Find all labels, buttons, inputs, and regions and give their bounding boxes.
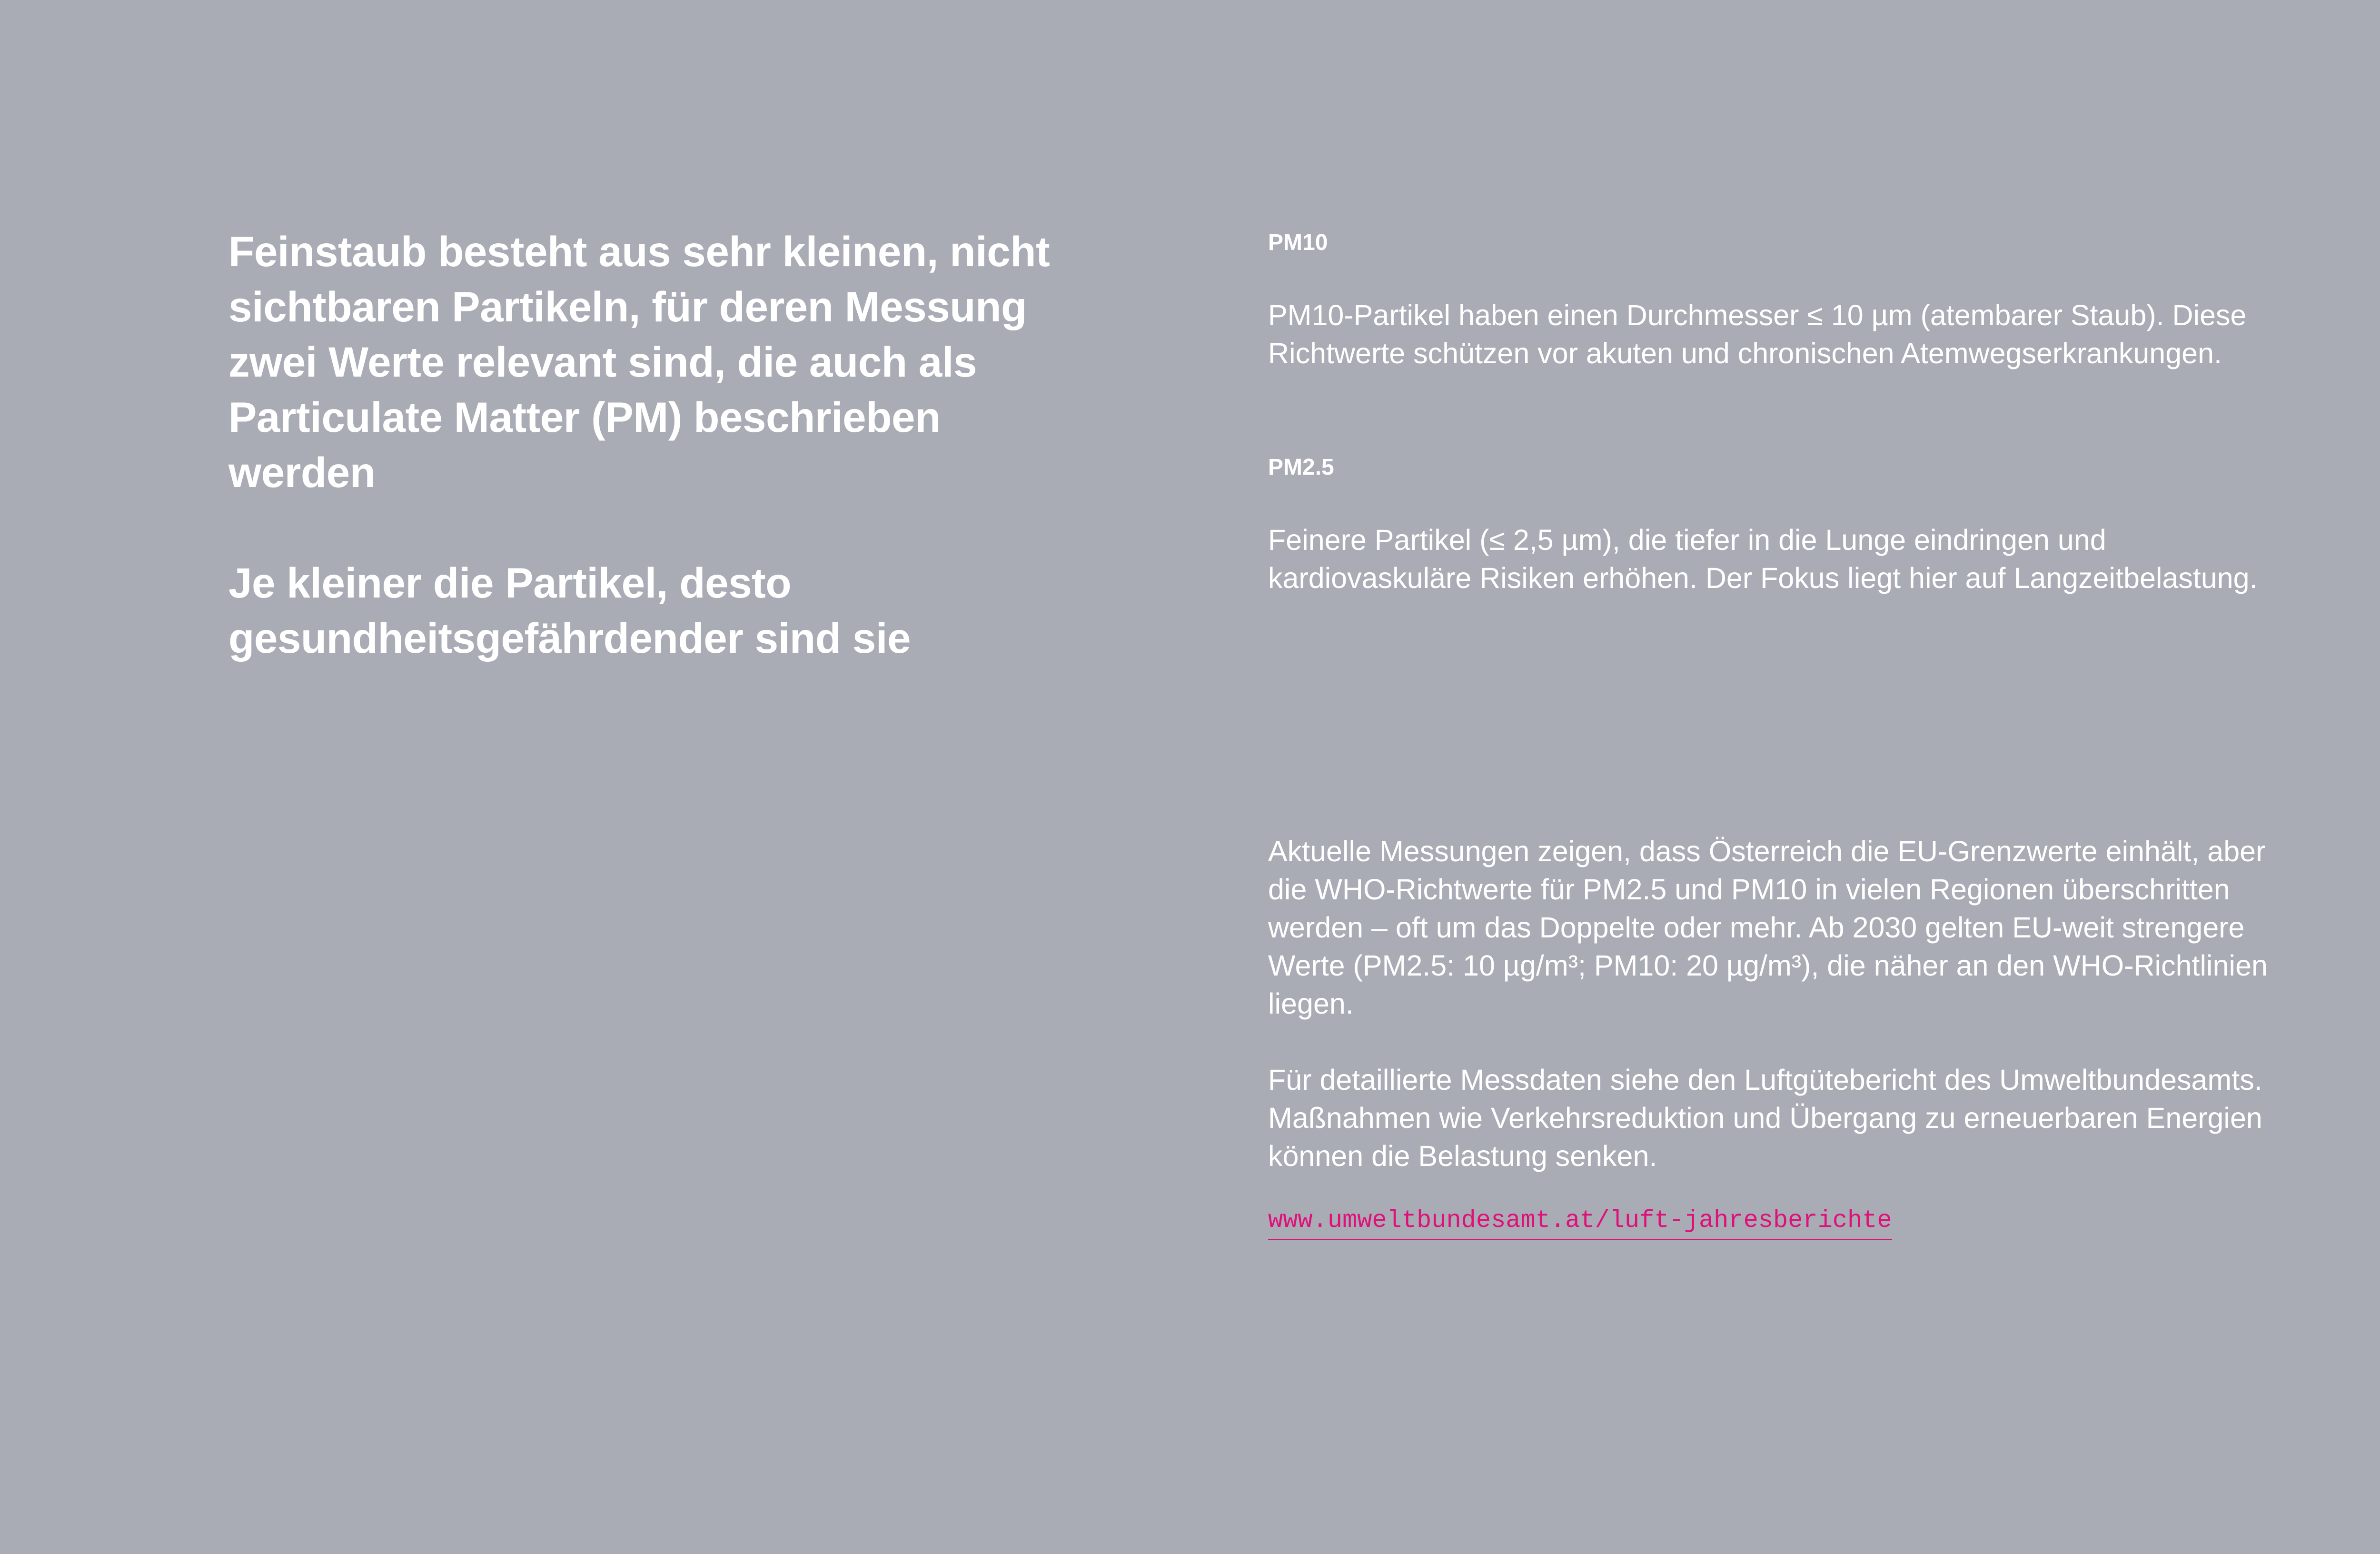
source-link[interactable]: www.umweltbundesamt.at/luft-jahresberichte xyxy=(1268,1205,1892,1240)
pm10-section xyxy=(1268,224,2287,372)
pm25-section xyxy=(1268,448,2287,597)
pm25-description: Feinere Partikel (≤ 2,5 µm), die tiefer in die Lunge eindringen und kardiovaskuläre Risiken erhöhen. Der Fokus liegt hier auf Langzeitbelastung. xyxy=(1268,524,2258,594)
intro-subheadline: Je kleiner die Partikel, desto gesundheitsgefährdender sind sie xyxy=(228,559,911,662)
intro-headline: Feinstaub besteht aus sehr kleinen, nicht sichtbaren Partikeln, für deren Messung zwei Werte relevant sind, die auch als Particulate Matter (PM) beschrieben werden xyxy=(228,228,1050,496)
info-section xyxy=(1268,1061,2287,1175)
intro-column xyxy=(228,224,1085,666)
pm10-description: PM10-Partikel haben einen Durchmesser ≤ 10 µm (atembarer Staub). Diese Richtwerte schützen vor akuten und chronischen Atemwegserkrankungen. xyxy=(1268,299,2247,369)
pm10-label: PM10 xyxy=(1268,230,1328,255)
info-paragraph: Für detaillierte Messdaten siehe den Luftgütebericht des Umweltbundesamts. Maßnahmen wie Verkehrsreduktion und Übergang zu erneuerbaren Energien können die Belastung senken. xyxy=(1268,1064,2262,1172)
pm25-label: PM2.5 xyxy=(1268,455,1334,480)
status-paragraph: Aktuelle Messungen zeigen, dass Österreich die EU-Grenzwerte einhält, aber die WHO-Richtwerte für PM2.5 und PM10 in vielen Regionen überschritten werden – oft um das Doppelte oder mehr. Ab 2030 gelten EU-weit strengere Werte (PM2.5: 10 µg/m³; PM10: 20 µg/m³), die näher an den WHO-Richtlinien liegen. xyxy=(1268,835,2268,1020)
status-section xyxy=(1268,832,2287,1023)
details-column xyxy=(1268,224,2287,1240)
